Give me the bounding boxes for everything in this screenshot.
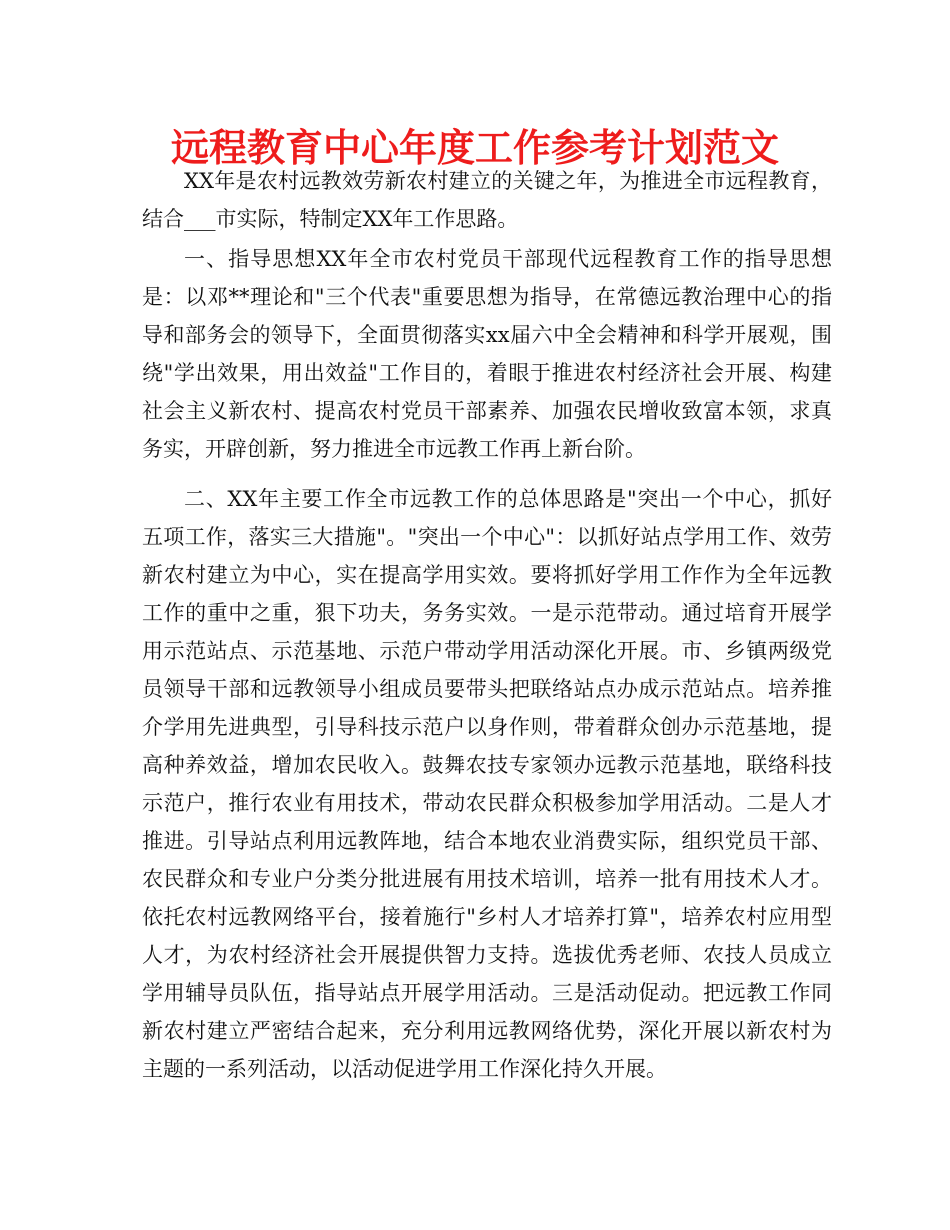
document-body xyxy=(142,162,832,1088)
paragraph-main-work: 二、XX年主要工作全市远教工作的总体思路是"突出一个中心，抓好五项工作，落实三大措施"。"突出一个中心"：以抓好站点学用工作、效劳新农村建立为中心，实在提高学用实效。要将抓好学用工作作为全年远教工作的重中之重，狠下功夫，务务实效。一是示范带动。通过培育开展学用示范站点、示范基地、示范户带动学用活动深化开展。市、乡镇两级党员领导干部和远教领导小组成员要带头把联络站点办成示范站点。培养推介学用先进典型，引导科技示范户以身作则，带着群众创办示范基地，提高种养效益，增加农民收入。鼓舞农技专家领办远教示范基地，联络科技示范户，推行农业有用技术，带动农民群众积极参加学用活动。二是人才推进。引导站点利用远教阵地，结合本地农业消费实际，组织党员干部、农民群众和专业户分类分批进展有用技术培训，培养一批有用技术人才。依托农村远教网络平台，接着施行"乡村人才培养打算"，培养农村应用型人才，为农村经济社会开展提供智力支持。选拔优秀老师、农技人员成立学用辅导员队伍，指导站点开展学用活动。三是活动促动。把远教工作同新农村建立严密结合起来，充分利用远教网络优势，深化开展以新农村为主题的一系列活动，以活动促进学用工作深化持久开展。 xyxy=(142,487,832,1081)
document-title: 远程教育中心年度工作参考计划范文 xyxy=(170,126,779,170)
paragraph-guiding-ideology: 一、指导思想XX年全市农村党员干部现代远程教育工作的指导思想是：以邓**理论和"三个代表"重要思想为指导，在常德远教治理中心的指导和部务会的领导下，全面贯彻落实xx届六中全会精神和科学开展观，围绕"学出效果，用出效益"工作目的，着眼于推进农村经济社会开展、构建社会主义新农村、提高农村党员干部素养、加强农民增收致富本领，求真务实，开辟创新，努力推进全市远教工作再上新台阶。 xyxy=(142,247,832,461)
paragraph-intro: XX年是农村远教效劳新农村建立的关键之年，为推进全市远程教育，结合___市实际，特制定XX年工作思路。 xyxy=(142,169,832,231)
